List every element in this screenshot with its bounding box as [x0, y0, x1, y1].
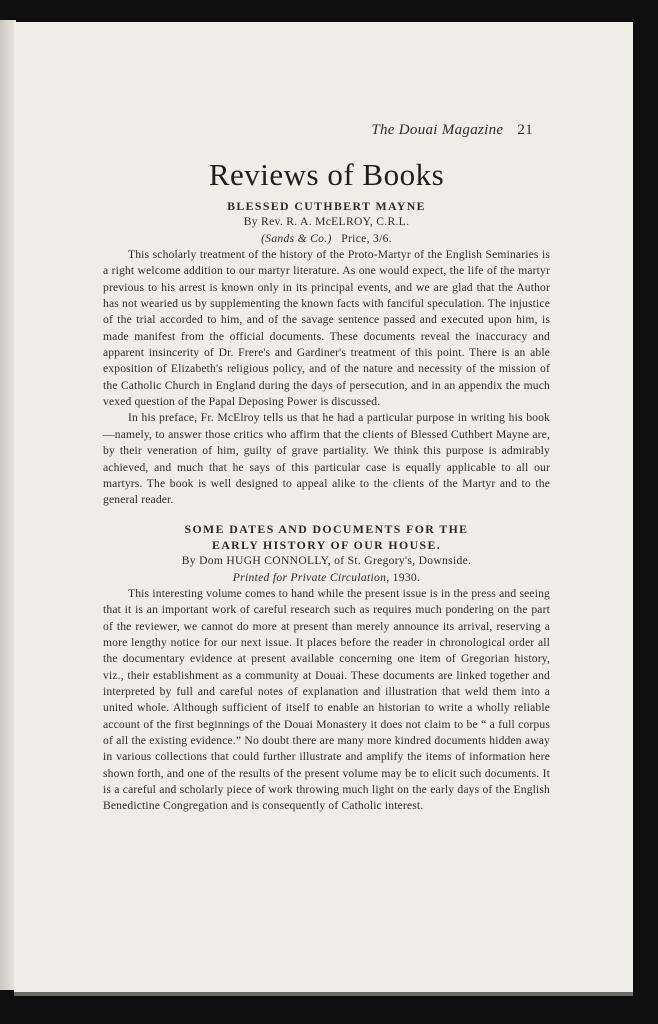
- magazine-title: The Douai Magazine: [371, 122, 504, 138]
- page-title: Reviews of Books: [208, 157, 445, 192]
- printed-for: Printed for Private Circulation,: [232, 570, 390, 584]
- year: 1930.: [392, 570, 421, 584]
- review-byline: By Rev. R. A. McELROY, C.R.L.: [243, 215, 410, 229]
- review-pubinfo: [103, 231, 550, 247]
- review-heading: BLESSED CUTHBERT MAYNE: [227, 199, 426, 213]
- review-byline: By Dom HUGH CONNOLLY, of St. Gregory's, Downside.: [181, 554, 472, 568]
- review-pubinfo: [103, 570, 550, 586]
- review-paragraph: This interesting volume comes to hand while the present issue is in the press and seeing that it is an important work of careful research such as requires much pondering on the part of the reviewer, we cannot do more at present than merely announce its arrival, reserving a more lengthy notice for our next issue. It places before the reader in chronological order all the documentary evidence at present available concerning one item of Gregorian history, viz., their establishment as a community at Douai. These documents are linked together and interpreted by full and careful notes of explanation and illustration that weld them into a united whole. Although sufficient of itself to enable an historian to write a wholly reliable account of the first beginnings of the Douai Monastery it does not claim to be “ a full corpus of all the existing evidence.” No doubt there are many more kindred documents hidden away in various collections that could further illustrate and amplify the items of information here shown forth, and one of the results of the present volume may be to elicit such documents. It is a careful and scholarly piece of work throwing much light on the early days of the English Benedictine Congregation and is consequently of Catholic interest.: [103, 586, 550, 813]
- review-heading-line1: SOME DATES AND DOCUMENTS FOR THE: [184, 521, 469, 536]
- page-content: [103, 158, 550, 815]
- page-number: 21: [517, 122, 533, 138]
- price: Price, 3/6.: [341, 231, 392, 245]
- book-page: [14, 22, 633, 994]
- review-dates-and-documents: [103, 521, 550, 815]
- running-head: [14, 122, 633, 139]
- review-paragraph: In his preface, Fr. McElroy tells us that he had a particular purpose in writing his book—namely, to answer those critics who affirm that the clients of Blessed Cuthbert Mayne are, by their veneration of him, guilty of grave partiality. We think this purpose is admirably achieved, and much that he says of this particular case is equally applicable to all our martyrs. The book is well designed to appeal alike to the clients of the Martyr and to the general reader.: [103, 411, 550, 507]
- review-heading-line2: EARLY HISTORY OF OUR HOUSE.: [211, 537, 442, 552]
- page-bottom-edge: [14, 992, 633, 996]
- review-cuthbert-mayne: [103, 198, 550, 509]
- review-paragraph: This scholarly treatment of the history of the Proto-Martyr of the English Seminaries is a right welcome addition to our martyr literature. As one would expect, the life of the martyr previous to his arrest is known only in its principal events, and we are glad that the Author has not wearied us by supplementing the known facts with fanciful speculation. The injustice of the trial accorded to him, and of the savage sentence passed and executed upon him, is made manifest from the official documents. These documents reveal the inaccuracy and apparent insincerity of Dr. Frere's and Gardiner's treatment of this point. There is an able exposition of Elizabeth's religious policy, and of the nature and necessity of the mission of the Catholic Church in England during the days of persecution, and in an appendix the much vexed question of the Papal Deposing Power is discussed.: [103, 248, 550, 409]
- publisher: (Sands & Co.): [261, 231, 332, 245]
